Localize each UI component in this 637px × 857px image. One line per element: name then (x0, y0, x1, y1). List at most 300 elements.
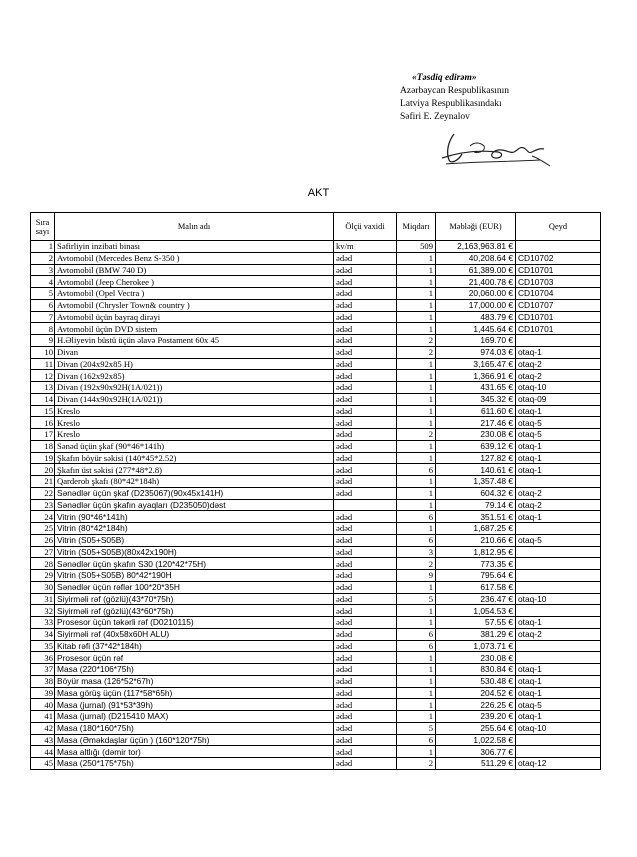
table-row (31, 581, 601, 593)
cell-no: 10 (31, 346, 55, 358)
cell-no: 7 (31, 311, 55, 323)
table-row (31, 452, 601, 464)
cell-amount: 1,812.95 € (436, 546, 516, 558)
cell-name: Masa (180*160*75h) (55, 722, 334, 734)
cell-unit: ədəd (334, 628, 397, 640)
table-row (31, 358, 601, 370)
table-row (31, 675, 601, 687)
cell-amount: 61,389.00 € (436, 264, 516, 276)
cell-unit: ədəd (334, 722, 397, 734)
cell-note: otaq-10 (516, 722, 601, 734)
cell-note: CD10701 (516, 311, 601, 323)
cell-note: otaq-12 (516, 758, 601, 770)
cell-note: otaq-1 (516, 675, 601, 687)
cell-no: 21 (31, 476, 55, 488)
cell-name: Avtomobil (Opel Vectra ) (55, 288, 334, 300)
cell-unit: ədəd (334, 476, 397, 488)
cell-qty: 1 (397, 617, 436, 629)
cell-amount: 1,366.91 € (436, 370, 516, 382)
items-table (30, 212, 601, 770)
cell-qty: 6 (397, 734, 436, 746)
cell-amount: 127.82 € (436, 452, 516, 464)
cell-note: CD10701 (516, 264, 601, 276)
cell-note: otaq-10 (516, 593, 601, 605)
table-row (31, 722, 601, 734)
table-row (31, 734, 601, 746)
cell-amount: 351.51 € (436, 511, 516, 523)
cell-amount: 40,208.64 € (436, 252, 516, 264)
cell-unit: ədəd (334, 523, 397, 535)
cell-unit: ədəd (334, 346, 397, 358)
cell-name: Səfirliyin inzibati binası (55, 241, 334, 253)
cell-name: Masa (jurnal) (D215410 MAX) (55, 711, 334, 723)
cell-note (516, 640, 601, 652)
cell-no: 38 (31, 675, 55, 687)
cell-qty: 5 (397, 593, 436, 605)
cell-name: Avtomobil (Chrysler Town& country ) (55, 299, 334, 311)
table-row (31, 593, 601, 605)
cell-amount: 217.46 € (436, 417, 516, 429)
cell-no: 41 (31, 711, 55, 723)
cell-unit: ədəd (334, 358, 397, 370)
cell-no: 32 (31, 605, 55, 617)
cell-name: Vitrin (S05+S05B) (55, 534, 334, 546)
approval-line-ambassador: Səfiri E. Zeynalov (400, 112, 470, 122)
cell-name: H.Əliyevin büstü üçün əlavə Postament 60x 45 (55, 335, 334, 347)
table-row (31, 746, 601, 758)
cell-no: 9 (31, 335, 55, 347)
cell-qty: 1 (397, 382, 436, 394)
table-row (31, 464, 601, 476)
cell-unit: ədəd (334, 393, 397, 405)
cell-name: Avtomobil (BMW 740 D) (55, 264, 334, 276)
cell-unit: ədəd (334, 758, 397, 770)
cell-qty: 1 (397, 276, 436, 288)
cell-note (516, 734, 601, 746)
table-row (31, 288, 601, 300)
cell-amount: 1,445.64 € (436, 323, 516, 335)
cell-unit: ədəd (334, 405, 397, 417)
cell-amount: 1,054.53 € (436, 605, 516, 617)
cell-no: 30 (31, 581, 55, 593)
cell-no: 33 (31, 617, 55, 629)
cell-note: otaq-2 (516, 499, 601, 511)
cell-name: Avtomobil üçün bayraq dirəyi (55, 311, 334, 323)
cell-qty: 1 (397, 746, 436, 758)
table-row (31, 311, 601, 323)
cell-amount: 140.61 € (436, 464, 516, 476)
header-unit: Ölçü vaxidi (334, 213, 397, 241)
cell-qty: 1 (397, 699, 436, 711)
cell-unit: ədəd (334, 546, 397, 558)
table-row (31, 558, 601, 570)
table-row (31, 429, 601, 441)
cell-name: Vitrin (80*42*184h) (55, 523, 334, 535)
handwritten-signature (440, 128, 552, 170)
table-row (31, 252, 601, 264)
cell-amount: 20,060.00 € (436, 288, 516, 300)
cell-qty: 1 (397, 393, 436, 405)
cell-note: otaq-5 (516, 417, 601, 429)
table-row (31, 664, 601, 676)
cell-amount: 830.84 € (436, 664, 516, 676)
cell-note: CD10707 (516, 299, 601, 311)
cell-unit: ədəd (334, 417, 397, 429)
cell-qty: 1 (397, 370, 436, 382)
cell-amount: 236.47 € (436, 593, 516, 605)
cell-note: otaq-2 (516, 370, 601, 382)
cell-name: Divan (162x92x85) (55, 370, 334, 382)
cell-qty: 1 (397, 487, 436, 499)
cell-unit: ədəd (334, 652, 397, 664)
table-row (31, 417, 601, 429)
cell-note: otaq-5 (516, 699, 601, 711)
table-row (31, 382, 601, 394)
cell-unit: ədəd (334, 487, 397, 499)
cell-amount: 306.77 € (436, 746, 516, 758)
table-row (31, 546, 601, 558)
cell-no: 19 (31, 452, 55, 464)
cell-note: otaq-1 (516, 711, 601, 723)
cell-name: Divan (144x90x92H(1A/021)) (55, 393, 334, 405)
cell-unit: ədəd (334, 581, 397, 593)
cell-no: 23 (31, 499, 55, 511)
cell-unit: ədəd (334, 593, 397, 605)
cell-qty: 1 (397, 405, 436, 417)
cell-qty: 1 (397, 452, 436, 464)
cell-unit: ədəd (334, 605, 397, 617)
cell-note: otaq-09 (516, 393, 601, 405)
cell-qty: 1 (397, 252, 436, 264)
table-header-row (31, 213, 601, 241)
cell-name: Böyür masa (126*52*67h) (55, 675, 334, 687)
cell-unit: kv/m (334, 241, 397, 253)
table-row (31, 393, 601, 405)
cell-amount: 617.58 € (436, 581, 516, 593)
cell-unit: ədəd (334, 323, 397, 335)
table-row (31, 499, 601, 511)
cell-qty: 1 (397, 323, 436, 335)
cell-unit: ədəd (334, 429, 397, 441)
cell-no: 13 (31, 382, 55, 394)
cell-name: Kreslo (55, 429, 334, 441)
table-row (31, 652, 601, 664)
cell-amount: 1,022.58 € (436, 734, 516, 746)
cell-amount: 3,165.47 € (436, 358, 516, 370)
cell-amount: 530.48 € (436, 675, 516, 687)
cell-no: 18 (31, 440, 55, 452)
cell-no: 35 (31, 640, 55, 652)
cell-name: Masa altlığı (dəmir tor) (55, 746, 334, 758)
cell-note: otaq-5 (516, 534, 601, 546)
cell-note: otaq-1 (516, 452, 601, 464)
cell-no: 6 (31, 299, 55, 311)
cell-no: 37 (31, 664, 55, 676)
table-row (31, 487, 601, 499)
cell-amount: 345.32 € (436, 393, 516, 405)
cell-no: 8 (31, 323, 55, 335)
cell-name: Prosesor üçün təkərli rəf (D0210115) (55, 617, 334, 629)
cell-amount: 511.29 € (436, 758, 516, 770)
cell-amount: 1,073.71 € (436, 640, 516, 652)
cell-note: otaq-1 (516, 511, 601, 523)
cell-unit: ədəd (334, 464, 397, 476)
header-name: Malın adı (55, 213, 334, 241)
cell-no: 27 (31, 546, 55, 558)
cell-no: 45 (31, 758, 55, 770)
cell-amount: 204.52 € (436, 687, 516, 699)
cell-qty: 509 (397, 241, 436, 253)
header-no: Sıra sayı (31, 213, 55, 241)
header-amount: Məbləği (EUR) (436, 213, 516, 241)
cell-note: otaq-2 (516, 358, 601, 370)
cell-amount: 431.65 € (436, 382, 516, 394)
cell-qty: 1 (397, 311, 436, 323)
cell-amount: 210.66 € (436, 534, 516, 546)
cell-note: otaq-1 (516, 664, 601, 676)
cell-name: Sənədlər üçün şkaf (D235067)(90x45x141H) (55, 487, 334, 499)
cell-unit: ədəd (334, 370, 397, 382)
cell-qty: 6 (397, 534, 436, 546)
cell-unit: ədəd (334, 511, 397, 523)
cell-qty: 2 (397, 758, 436, 770)
cell-unit: ədəd (334, 311, 397, 323)
cell-qty: 1 (397, 581, 436, 593)
cell-qty: 1 (397, 675, 436, 687)
cell-note: otaq-1 (516, 440, 601, 452)
cell-unit: ədəd (334, 734, 397, 746)
table-row (31, 370, 601, 382)
cell-amount: 255.64 € (436, 722, 516, 734)
table-row (31, 640, 601, 652)
cell-name: Masa (Əməkdaşlar üçün ) (160*120*75h) (55, 734, 334, 746)
approval-title: «Təsdiq edirəm» (412, 73, 477, 83)
cell-amount: 1,687.25 € (436, 523, 516, 535)
cell-unit: ədəd (334, 570, 397, 582)
cell-qty: 1 (397, 476, 436, 488)
cell-amount: 21,400.78 € (436, 276, 516, 288)
cell-unit: ədəd (334, 335, 397, 347)
cell-no: 16 (31, 417, 55, 429)
cell-name: Kreslo (55, 417, 334, 429)
cell-name: Masa (250*175*75h) (55, 758, 334, 770)
cell-note: CD10702 (516, 252, 601, 264)
cell-amount: 773.35 € (436, 558, 516, 570)
table-row (31, 699, 601, 711)
cell-amount: 974.03 € (436, 346, 516, 358)
cell-unit: ədəd (334, 264, 397, 276)
cell-no: 2 (31, 252, 55, 264)
cell-note: otaq-2 (516, 628, 601, 640)
cell-unit: ədəd (334, 452, 397, 464)
cell-no: 34 (31, 628, 55, 640)
cell-amount: 795.64 € (436, 570, 516, 582)
cell-name: Sənədlər üçün rəflər 100*20*35H (55, 581, 334, 593)
cell-no: 25 (31, 523, 55, 535)
cell-note: otaq-1 (516, 464, 601, 476)
cell-name: Şkafın böyür səkisi (140*45*2.52) (55, 452, 334, 464)
cell-amount: 230.08 € (436, 429, 516, 441)
cell-no: 43 (31, 734, 55, 746)
cell-unit: ədəd (334, 558, 397, 570)
cell-note: CD10701 (516, 323, 601, 335)
table-row (31, 264, 601, 276)
cell-name: Kreslo (55, 405, 334, 417)
cell-unit: ədəd (334, 664, 397, 676)
cell-qty: 6 (397, 628, 436, 640)
cell-unit (334, 499, 397, 511)
cell-note: CD10704 (516, 288, 601, 300)
cell-note (516, 523, 601, 535)
cell-amount: 230.08 € (436, 652, 516, 664)
cell-note: otaq-1 (516, 405, 601, 417)
cell-unit: ədəd (334, 617, 397, 629)
cell-note (516, 605, 601, 617)
cell-qty: 1 (397, 652, 436, 664)
cell-amount: 381.29 € (436, 628, 516, 640)
cell-name: Avtomobil üçün DVD sistem (55, 323, 334, 335)
cell-amount: 17,000.00 € (436, 299, 516, 311)
cell-note (516, 558, 601, 570)
cell-amount: 239.20 € (436, 711, 516, 723)
cell-unit: ədəd (334, 440, 397, 452)
cell-no: 5 (31, 288, 55, 300)
cell-unit: ədəd (334, 699, 397, 711)
table-row (31, 711, 601, 723)
cell-qty: 2 (397, 429, 436, 441)
table-row (31, 405, 601, 417)
table-row (31, 523, 601, 535)
cell-name: Sənəd üçün şkaf (90*46*141h) (55, 440, 334, 452)
cell-unit: ədəd (334, 299, 397, 311)
table-row (31, 440, 601, 452)
cell-note: otaq-10 (516, 382, 601, 394)
cell-amount: 639.12 € (436, 440, 516, 452)
table-row (31, 276, 601, 288)
cell-note: otaq-5 (516, 429, 601, 441)
table-row (31, 299, 601, 311)
cell-name: Vitrin (90*46*141h) (55, 511, 334, 523)
table-row (31, 241, 601, 253)
cell-amount: 1,357.48 € (436, 476, 516, 488)
cell-no: 39 (31, 687, 55, 699)
cell-qty: 1 (397, 664, 436, 676)
cell-name: Divan (192x90x92H(1A/021)) (55, 382, 334, 394)
cell-no: 29 (31, 570, 55, 582)
cell-qty: 1 (397, 358, 436, 370)
cell-qty: 2 (397, 558, 436, 570)
cell-name: Divan (204x92x85 H) (55, 358, 334, 370)
cell-note (516, 476, 601, 488)
cell-name: Avtomobil (Mercedes Benz S-350 ) (55, 252, 334, 264)
cell-name: Qarderob şkafı (80*42*184h) (55, 476, 334, 488)
cell-note: otaq-1 (516, 617, 601, 629)
cell-note (516, 581, 601, 593)
cell-no: 1 (31, 241, 55, 253)
header-qty: Miqdarı (397, 213, 436, 241)
cell-qty: 6 (397, 640, 436, 652)
approval-line-embassy: Latviya Respublikasındakı (400, 99, 502, 109)
cell-note (516, 746, 601, 758)
cell-name: Siyirməli rəf (gözlü)(43*70*75h) (55, 593, 334, 605)
cell-qty: 1 (397, 687, 436, 699)
cell-no: 22 (31, 487, 55, 499)
cell-amount: 483.79 € (436, 311, 516, 323)
cell-name: Siyirməli rəf (gözlü)(43*60*75h) (55, 605, 334, 617)
cell-qty: 1 (397, 499, 436, 511)
cell-no: 42 (31, 722, 55, 734)
approval-line-country: Azərbaycan Respublikasının (400, 86, 509, 96)
cell-qty: 9 (397, 570, 436, 582)
cell-no: 3 (31, 264, 55, 276)
cell-no: 44 (31, 746, 55, 758)
table-row (31, 335, 601, 347)
cell-note (516, 546, 601, 558)
cell-qty: 6 (397, 464, 436, 476)
table-row (31, 617, 601, 629)
table-row (31, 511, 601, 523)
cell-name: Kitab rəfi (37*42*184h) (55, 640, 334, 652)
cell-note: CD10703 (516, 276, 601, 288)
cell-note: otaq-1 (516, 346, 601, 358)
cell-qty: 5 (397, 722, 436, 734)
cell-no: 28 (31, 558, 55, 570)
cell-name: Masa (220*106*75h) (55, 664, 334, 676)
cell-amount: 604.32 € (436, 487, 516, 499)
table-row (31, 570, 601, 582)
cell-unit: ədəd (334, 746, 397, 758)
cell-note (516, 335, 601, 347)
cell-name: Avtomobil (Jeep Cherokee ) (55, 276, 334, 288)
cell-note: otaq-2 (516, 487, 601, 499)
cell-unit: ədəd (334, 252, 397, 264)
cell-amount: 169.70 € (436, 335, 516, 347)
document-title: AKT (307, 187, 330, 199)
cell-amount: 79.14 € (436, 499, 516, 511)
cell-qty: 2 (397, 335, 436, 347)
table-row (31, 476, 601, 488)
cell-name: Sənədlər üçün şkafın ayaqları (D235050)dəst (55, 499, 334, 511)
cell-name: Divan (55, 346, 334, 358)
cell-note (516, 570, 601, 582)
cell-name: Prosesor üçün rəf (55, 652, 334, 664)
table-row (31, 687, 601, 699)
cell-no: 15 (31, 405, 55, 417)
cell-name: Şkafın üst səkisi (277*48*2.8) (55, 464, 334, 476)
cell-no: 24 (31, 511, 55, 523)
cell-name: Vitrin (S05+S05B) 80*42*190H (55, 570, 334, 582)
cell-name: Siyirməli rəf (40x58x60H ALU) (55, 628, 334, 640)
cell-name: Sənədlər üçün şkafın S30 (120*42*75H) (55, 558, 334, 570)
cell-note (516, 652, 601, 664)
cell-amount: 57.55 € (436, 617, 516, 629)
table-row (31, 534, 601, 546)
table-row (31, 323, 601, 335)
cell-qty: 1 (397, 264, 436, 276)
cell-qty: 1 (397, 711, 436, 723)
cell-no: 31 (31, 593, 55, 605)
cell-amount: 2,163,963.81 € (436, 241, 516, 253)
cell-name: Masa (jurnal) (91*53*39h) (55, 699, 334, 711)
cell-no: 12 (31, 370, 55, 382)
cell-no: 36 (31, 652, 55, 664)
cell-amount: 611.60 € (436, 405, 516, 417)
cell-name: Vitrin (S05+S05B)(80x42x190H) (55, 546, 334, 558)
cell-qty: 1 (397, 417, 436, 429)
cell-qty: 2 (397, 346, 436, 358)
cell-qty: 1 (397, 299, 436, 311)
table-row (31, 605, 601, 617)
